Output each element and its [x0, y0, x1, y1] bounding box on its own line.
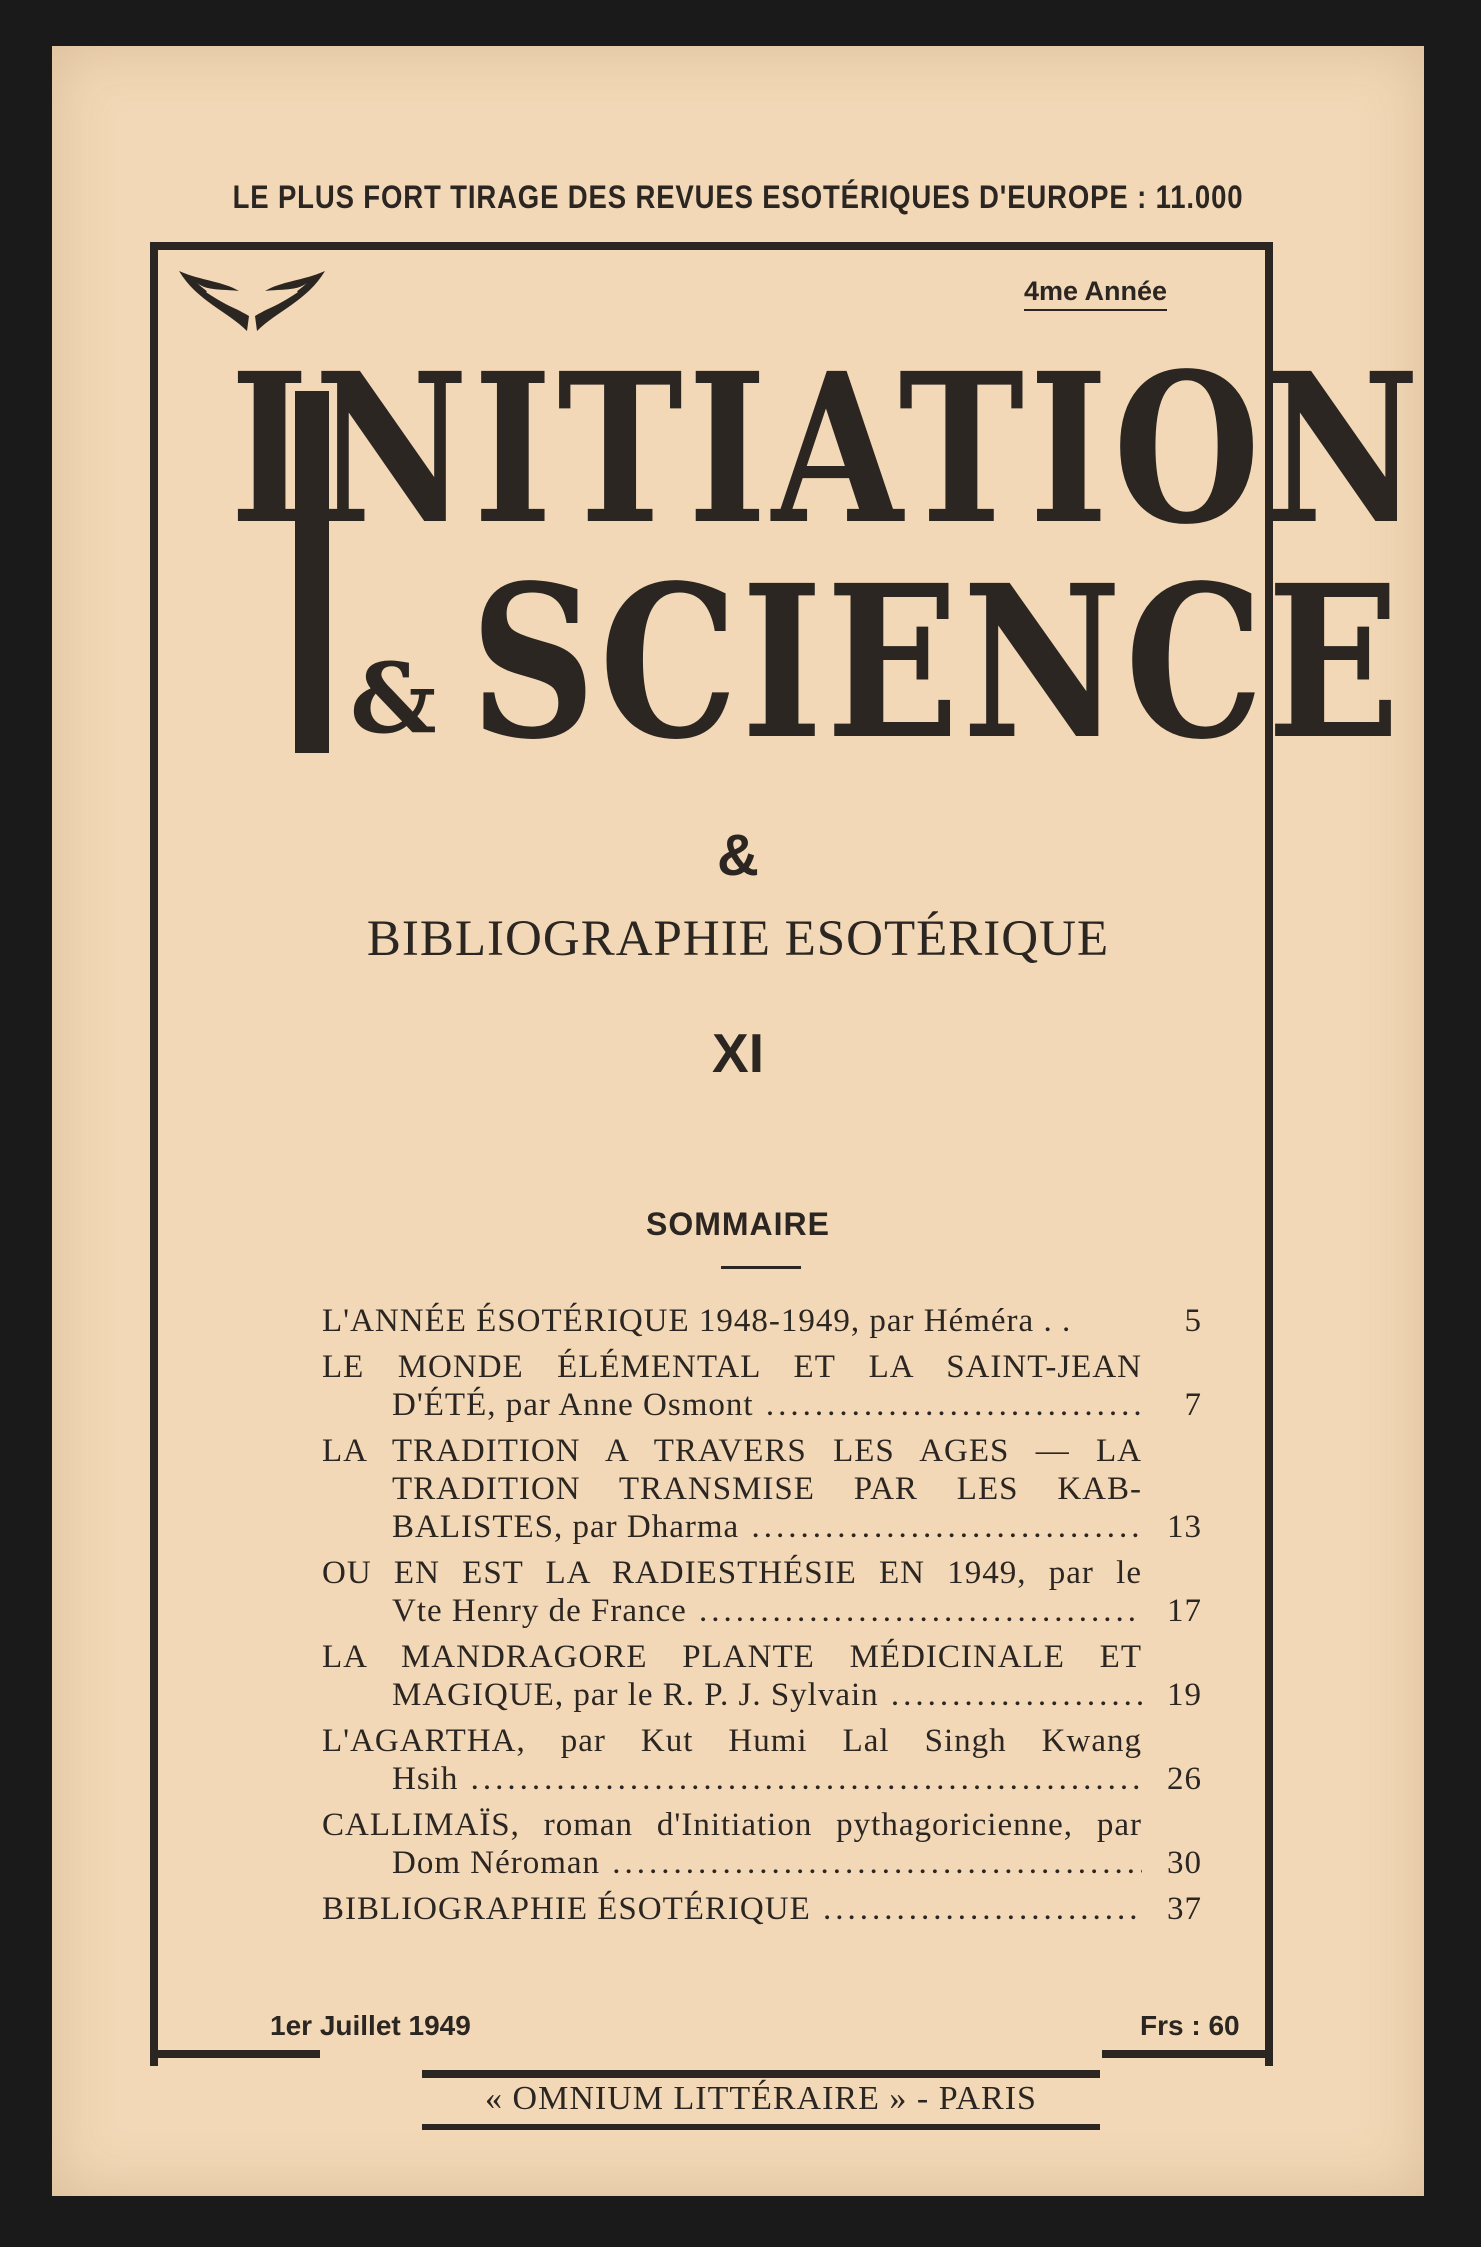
title-line-2: SCIENCE [470, 539, 1404, 786]
entry-line: Dom Néroman ..... [322, 1844, 1142, 1882]
print-run-tagline: LE PLUS FORT TIRAGE DES REVUES ESOTÉRIQUES D'EUROPE : 11.000 [232, 179, 1244, 215]
contents-heading-rule [721, 1266, 801, 1269]
contents-entry [322, 1348, 1202, 1424]
entry-page-number: 19 [1167, 1677, 1202, 1713]
entry-page-number: 26 [1167, 1761, 1202, 1797]
entry-page-number: 17 [1167, 1593, 1202, 1629]
entry-line: D'ÉTÉ, par Anne Osmont ..... [322, 1386, 1142, 1424]
contents-heading: SOMMAIRE [646, 1206, 830, 1242]
entry-line: LE MONDE ÉLÉMENTAL ET LA SAINT-JEAN [322, 1349, 1142, 1385]
entry-line: TRADITION TRANSMISE PAR LES KAB- [392, 1471, 1142, 1507]
magazine-cover [52, 46, 1424, 2196]
issue-number: XI [712, 1022, 764, 1084]
issue-price: Frs : 60 [1140, 2010, 1240, 2041]
publisher-rule-top [422, 2070, 1100, 2078]
year-label: 4me Année [1024, 276, 1167, 311]
publisher-name: « OMNIUM LITTÉRAIRE » - PARIS [485, 2080, 1037, 2117]
subtitle-ampersand: & [717, 823, 759, 888]
entry-line: LA MANDRAGORE PLANTE MÉDICINALE ET [322, 1639, 1142, 1675]
entry-line: LA TRADITION A TRAVERS LES AGES — LA [322, 1433, 1142, 1469]
entry-page-number: 30 [1167, 1845, 1202, 1881]
contents-entry [322, 1890, 1202, 1928]
entry-page-number: 7 [1184, 1387, 1202, 1423]
issue-date: 1er Juillet 1949 [270, 2010, 471, 2041]
contents-entry [322, 1302, 1202, 1340]
contents-entry [322, 1722, 1202, 1798]
entry-line: CALLIMAÏS, roman d'Initiation pythagoricienne, par [322, 1807, 1142, 1843]
entry-page-number: 13 [1167, 1509, 1202, 1545]
title-ampersand: & [350, 642, 437, 755]
entry-line: BIBLIOGRAPHIE ÉSOTÉRIQUE ..... [322, 1890, 1142, 1928]
subtitle: BIBLIOGRAPHIE ESOTÉRIQUE [366, 911, 1110, 967]
frame-bottom-right-rule [1102, 2050, 1265, 2058]
publisher-rule-bottom [422, 2124, 1100, 2130]
contents-entry [322, 1806, 1202, 1882]
entry-line: Vte Henry de France ..... [322, 1592, 1142, 1630]
title-line-1: INITIATION [230, 328, 1425, 570]
entry-line: BALISTES, par Dharma ..... [322, 1508, 1142, 1546]
contents-entry [322, 1638, 1202, 1714]
entry-line: L'AGARTHA, par Kut Humi Lal Singh Kwang [322, 1723, 1142, 1759]
entry-page-number: 37 [1167, 1891, 1202, 1927]
entry-line: MAGIQUE, par le R. P. J. Sylvain ..... [322, 1676, 1142, 1714]
frame-bottom-left-rule [150, 2050, 320, 2058]
contents-entry [322, 1432, 1202, 1546]
entry-line: L'ANNÉE ÉSOTÉRIQUE 1948-1949, par Héméra . . [322, 1303, 1072, 1339]
entry-line: Hsih ..... [322, 1760, 1142, 1798]
entry-page-number: 5 [1184, 1303, 1202, 1339]
table-of-contents [322, 1302, 1202, 1936]
contents-entry [322, 1554, 1202, 1630]
entry-line: OU EN EST LA RADIESTHÉSIE EN 1949, par le [322, 1555, 1142, 1591]
